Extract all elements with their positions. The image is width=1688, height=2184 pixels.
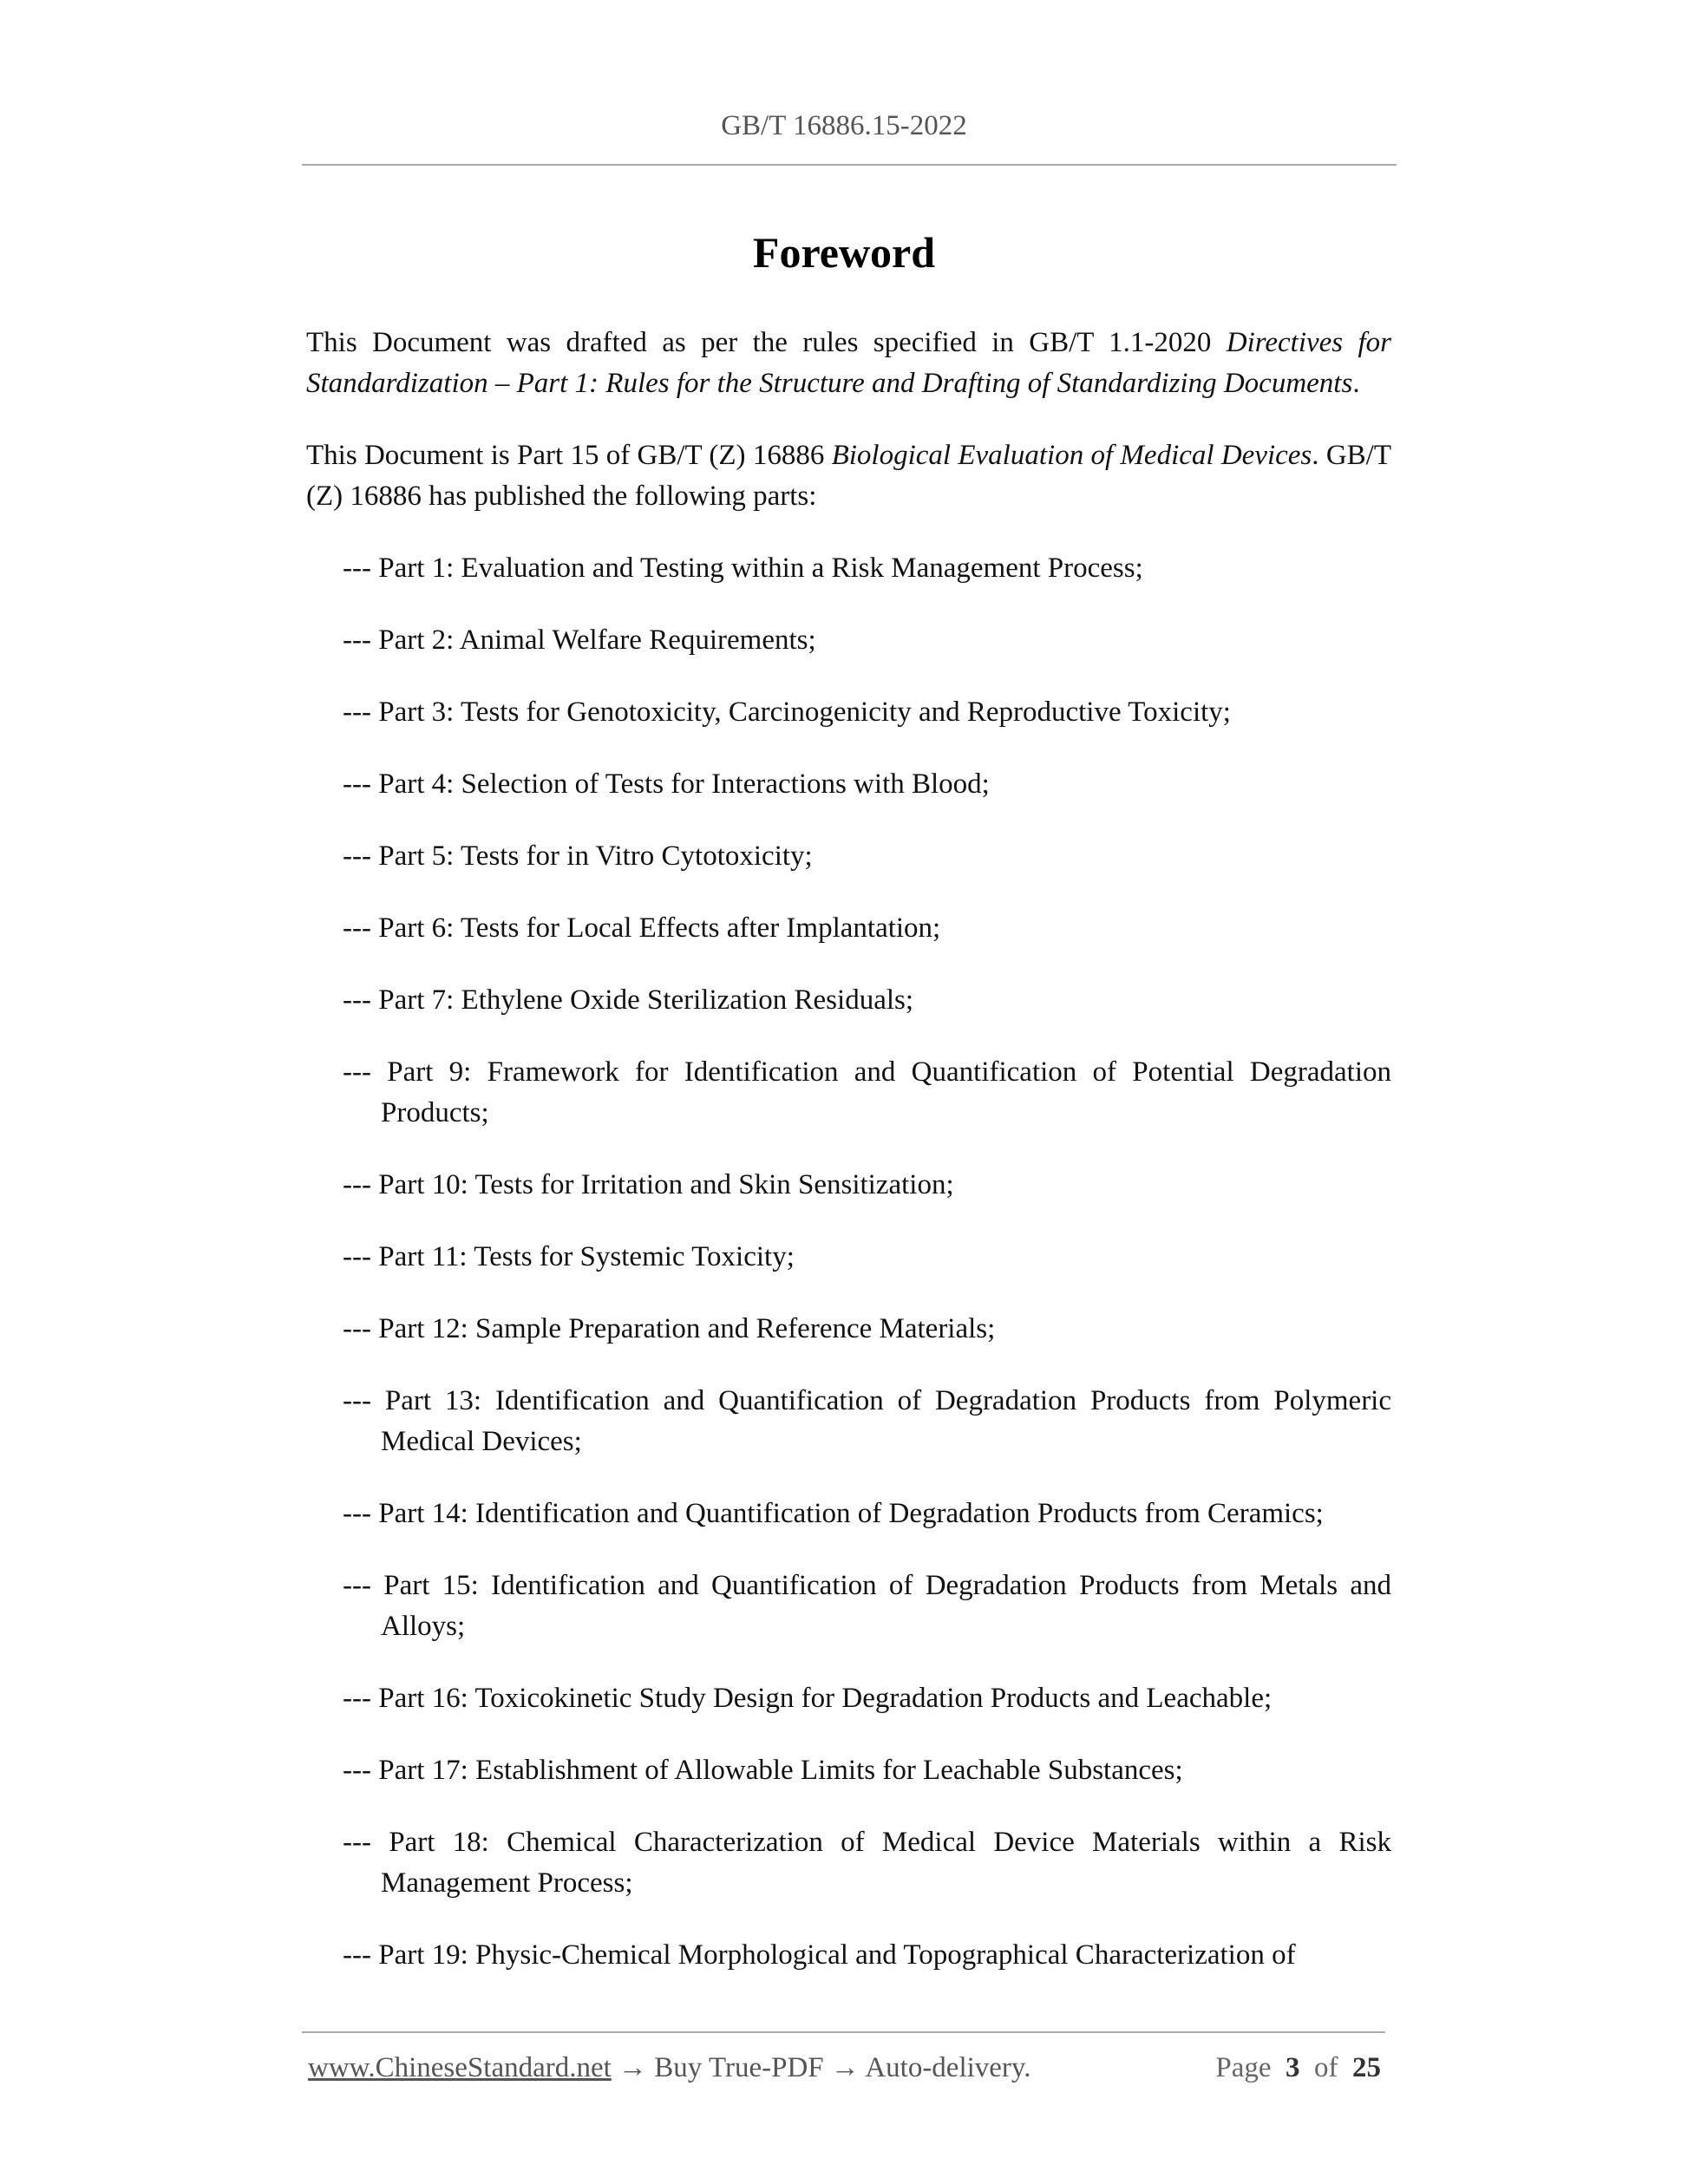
buy-pdf-text: Buy True-PDF — [654, 2052, 824, 2083]
footer-divider — [302, 2031, 1385, 2033]
arrow-right-icon: → — [823, 2052, 866, 2083]
list-item: --- Part 5: Tests for in Vitro Cytotoxicity; — [343, 840, 813, 872]
list-item: --- Part 11: Tests for Systemic Toxicity; — [343, 1241, 795, 1272]
list-item: --- Part 3: Tests for Genotoxicity, Carcinogenicity and Reproductive Toxicity; — [343, 696, 1231, 728]
list-item: --- Part 12: Sample Preparation and Reference Materials; — [343, 1313, 996, 1344]
list-item: --- Part 1: Evaluation and Testing within a Risk Management Process; — [343, 553, 1143, 584]
intro-italic-title: Biological Evaluation of Medical Devices — [831, 440, 1312, 471]
page-number — [1215, 2052, 1381, 2084]
list-item: --- Part 2: Animal Welfare Requirements; — [343, 624, 816, 656]
list-item: --- Part 10: Tests for Irritation and Skin Sensitization; — [343, 1169, 954, 1200]
list-item: --- Part 19: Physic-Chemical Morphological and Topographical Characterization of — [343, 1939, 1296, 1971]
header-doc-code: GB/T 16886.15-2022 — [721, 110, 967, 141]
page-title: Foreword — [752, 228, 936, 277]
intro-paragraph-drafting — [306, 323, 1391, 404]
list-item: --- Part 18: Chemical Characterization of Medical Device Materials within a Risk Management Process; — [343, 1827, 1391, 1899]
parts-list — [306, 548, 1391, 1976]
list-item: --- Part 6: Tests for Local Effects after Implantation; — [343, 912, 941, 944]
intro-text: This Document is Part 15 of GB/T (Z) 16886 — [306, 440, 832, 471]
page-of-label: of — [1314, 2052, 1338, 2083]
intro-text-end: . — [1352, 368, 1360, 399]
arrow-right-icon: → — [611, 2052, 655, 2083]
intro-italic-title: Directives for Standardization – Part 1: Rules for the Structure and Drafting of Standardizing Documents — [306, 327, 1391, 399]
list-item: --- Part 13: Identification and Quantification of Degradation Products from Polymeric Medical Devices; — [343, 1385, 1391, 1457]
footer-promo — [308, 2052, 1031, 2084]
list-item: --- Part 9: Framework for Identification and Quantification of Potential Degradation Products; — [343, 1056, 1391, 1128]
auto-delivery-text: Auto-delivery. — [865, 2052, 1031, 2083]
intro-text-end: . GB/T (Z) 16886 has published the following parts: — [306, 440, 1391, 512]
page-total: 25 — [1352, 2052, 1381, 2083]
website-link[interactable]: www.ChineseStandard.net — [308, 2052, 612, 2083]
list-item: --- Part 17: Establishment of Allowable Limits for Leachable Substances; — [343, 1755, 1183, 1786]
page-current: 3 — [1286, 2052, 1300, 2083]
intro-text: This Document was drafted as per the rules specified in GB/T 1.1-2020 — [306, 327, 1227, 358]
document-body — [306, 323, 1391, 1976]
list-item: --- Part 14: Identification and Quantification of Degradation Products from Ceramics; — [343, 1498, 1324, 1529]
list-item: --- Part 15: Identification and Quantification of Degradation Products from Metals and Alloys; — [343, 1570, 1391, 1642]
list-item: --- Part 4: Selection of Tests for Interactions with Blood; — [343, 768, 990, 800]
intro-paragraph-series — [306, 435, 1391, 517]
page-label: Page — [1215, 2052, 1272, 2083]
list-item: --- Part 7: Ethylene Oxide Sterilization Residuals; — [343, 984, 914, 1016]
header-divider — [302, 164, 1397, 166]
list-item: --- Part 16: Toxicokinetic Study Design for Degradation Products and Leachable; — [343, 1683, 1273, 1714]
